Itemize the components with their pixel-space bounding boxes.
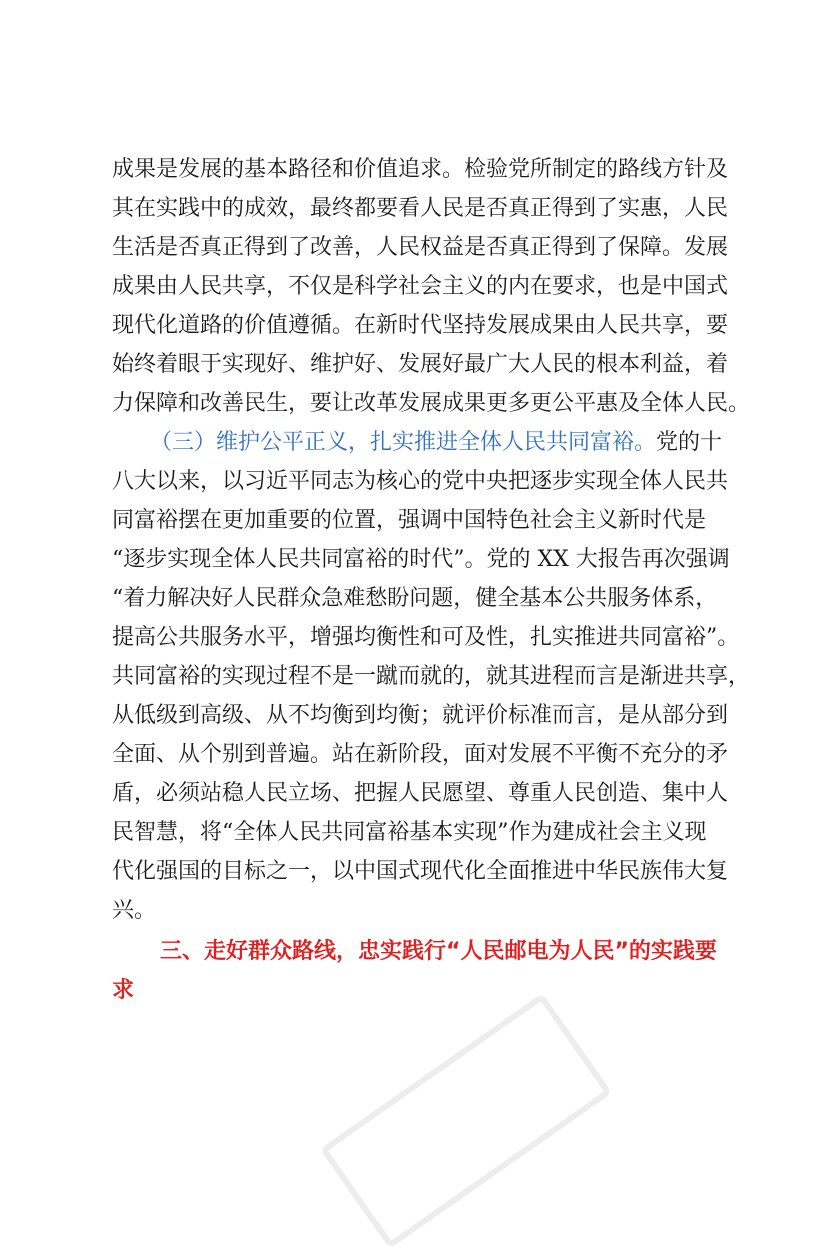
body-text-line: 共同富裕的实现过程不是一蹴而就的，就其进程而言是渐进共享， (112, 664, 751, 689)
body-text-line: 八大以来，以习近平同志为核心的党中央把逐步实现全体人民共 (112, 469, 729, 494)
body-text-line: 成果是发展的基本路径和价值追求。检验党所制定的路线方针及 (112, 157, 729, 182)
body-text-line: “着力解决好人民群众急难愁盼问题，健全基本公共服务体系， (112, 586, 718, 611)
body-text-line: 代化强国的目标之一，以中国式现代化全面推进中华民族伟大复 (112, 859, 729, 884)
body-text-line: 生活是否真正得到了改善，人民权益是否真正得到了保障。发展 (112, 235, 729, 260)
body-text-line: 现代化道路的价值遵循。在新时代坚持发展成果由人民共享，要 (112, 313, 729, 338)
subheading-line (150, 428, 830, 458)
body-text-line: 全面、从个别到普遍。站在新阶段，面对发展不平衡不充分的矛 (112, 742, 729, 767)
body-text-line: 其在实践中的成效，最终都要看人民是否真正得到了实惠，人民 (112, 196, 729, 221)
section-heading-continued: 求 (112, 978, 135, 1003)
body-text-line: 兴。 (112, 898, 157, 923)
watermark-stamp (320, 993, 613, 1249)
body-text-line: 提高公共服务水平，增强均衡性和可及性，扎实推进共同富裕”。 (112, 625, 740, 650)
body-text-line: “逐步实现全体人民共同富裕的时代”。党的 XX 大报告再次强调 (112, 547, 730, 572)
subheading-tail: 党的十 (656, 430, 723, 455)
subheading-blue: （三）维护公平正义，扎实推进全体人民共同富裕。 (150, 430, 657, 455)
body-text-line: 从低级到高级、从不均衡到均衡；就评价标准而言，是从部分到 (112, 703, 729, 728)
body-text-line: 民智慧，将“全体人民共同富裕基本实现”作为建成社会主义现 (112, 820, 707, 845)
section-heading: 三、走好群众路线，忠实践行“人民邮电为人民”的实践要 (160, 939, 717, 964)
body-text-line: 成果由人民共享，不仅是科学社会主义的内在要求，也是中国式 (112, 274, 729, 299)
body-text-line: 力保障和改善民生，要让改革发展成果更多更公平惠及全体人民。 (112, 391, 751, 416)
body-text-line: 同富裕摆在更加重要的位置，强调中国特色社会主义新时代是 (112, 508, 707, 533)
body-text-line: 始终着眼于实现好、维护好、发展好最广大人民的根本利益，着 (112, 352, 729, 377)
body-text-line: 盾，必须站稳人民立场、把握人民愿望、尊重人民创造、集中人 (112, 781, 729, 806)
